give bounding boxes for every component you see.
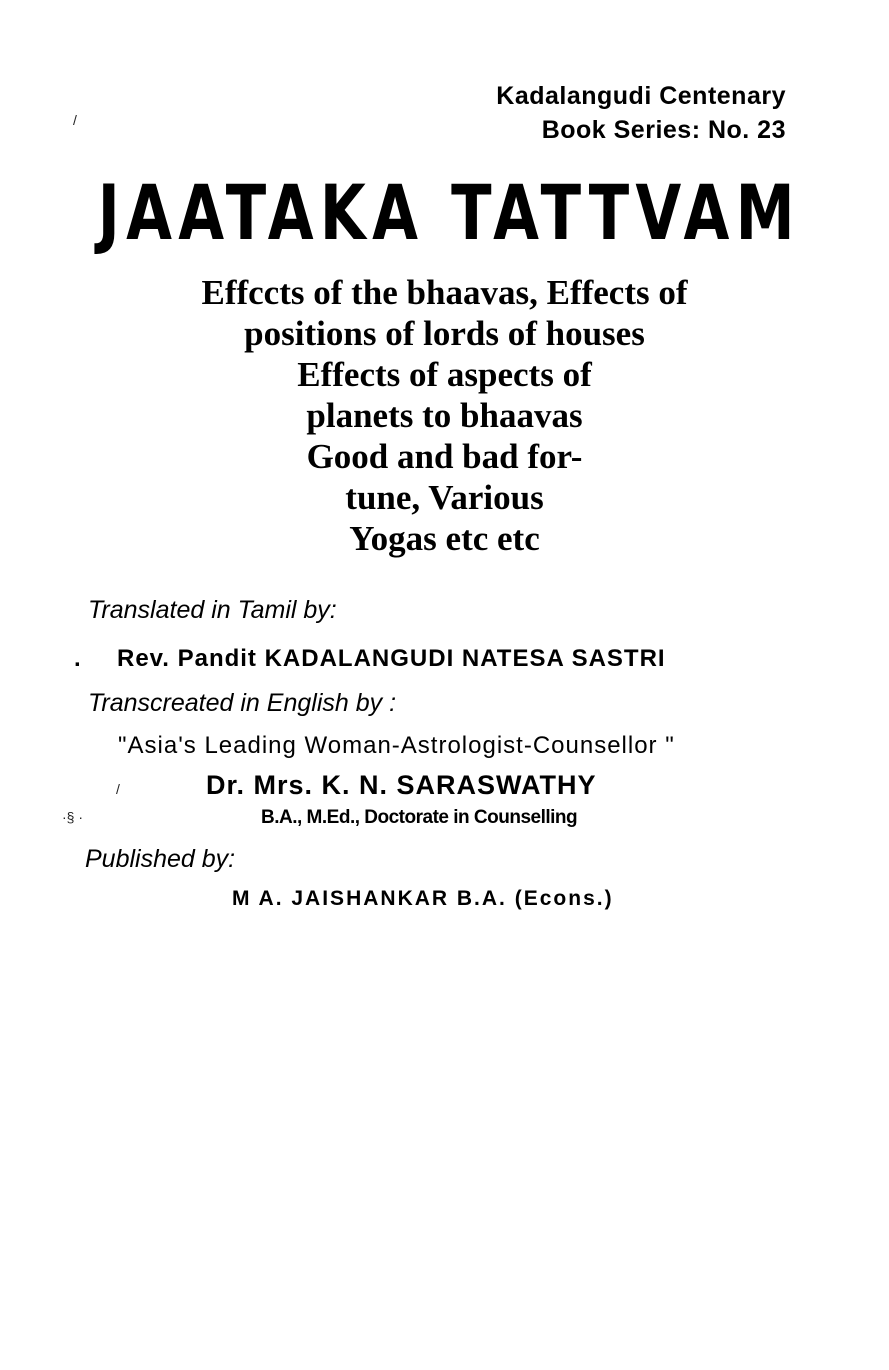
translated-label: Translated in Tamil by: — [88, 596, 337, 624]
book-description — [0, 272, 889, 559]
description-line: planets to bhaavas — [306, 396, 583, 435]
published-label: Published by: — [85, 845, 236, 873]
description-line: Effects of aspects of — [297, 355, 592, 394]
book-title: JAATAKA TATTVAM — [97, 168, 801, 257]
series-line-1: Kadalangudi Centenary — [496, 82, 786, 110]
transcreated-label: Transcreated in English by : — [88, 689, 397, 717]
bullet-mark: . — [74, 645, 82, 672]
description-line: Effccts of the bhaavas, Effects of — [201, 273, 688, 312]
description-line: Yogas etc etc — [349, 519, 540, 558]
author-tagline: "Asia's Leading Woman-Astrologist-Counsellor " — [118, 732, 675, 759]
author-degrees: B.A., M.Ed., Doctorate in Counselling — [261, 807, 578, 828]
publisher-name: M A. JAISHANKAR B.A. (Econs.) — [232, 887, 614, 910]
author-name: Dr. Mrs. K. N. SARASWATHY — [206, 770, 597, 800]
description-line: positions of lords of houses — [244, 314, 645, 353]
translator-name: Rev. Pandit KADALANGUDI NATESA SASTRI — [117, 645, 666, 672]
scan-mark: ·§ · — [62, 809, 83, 825]
scan-mark: / — [73, 112, 77, 128]
series-line-2: Book Series: No. 23 — [541, 116, 786, 144]
scan-mark: / — [116, 781, 120, 797]
description-line: tune, Various — [345, 478, 544, 517]
description-line: Good and bad for- — [306, 437, 583, 476]
